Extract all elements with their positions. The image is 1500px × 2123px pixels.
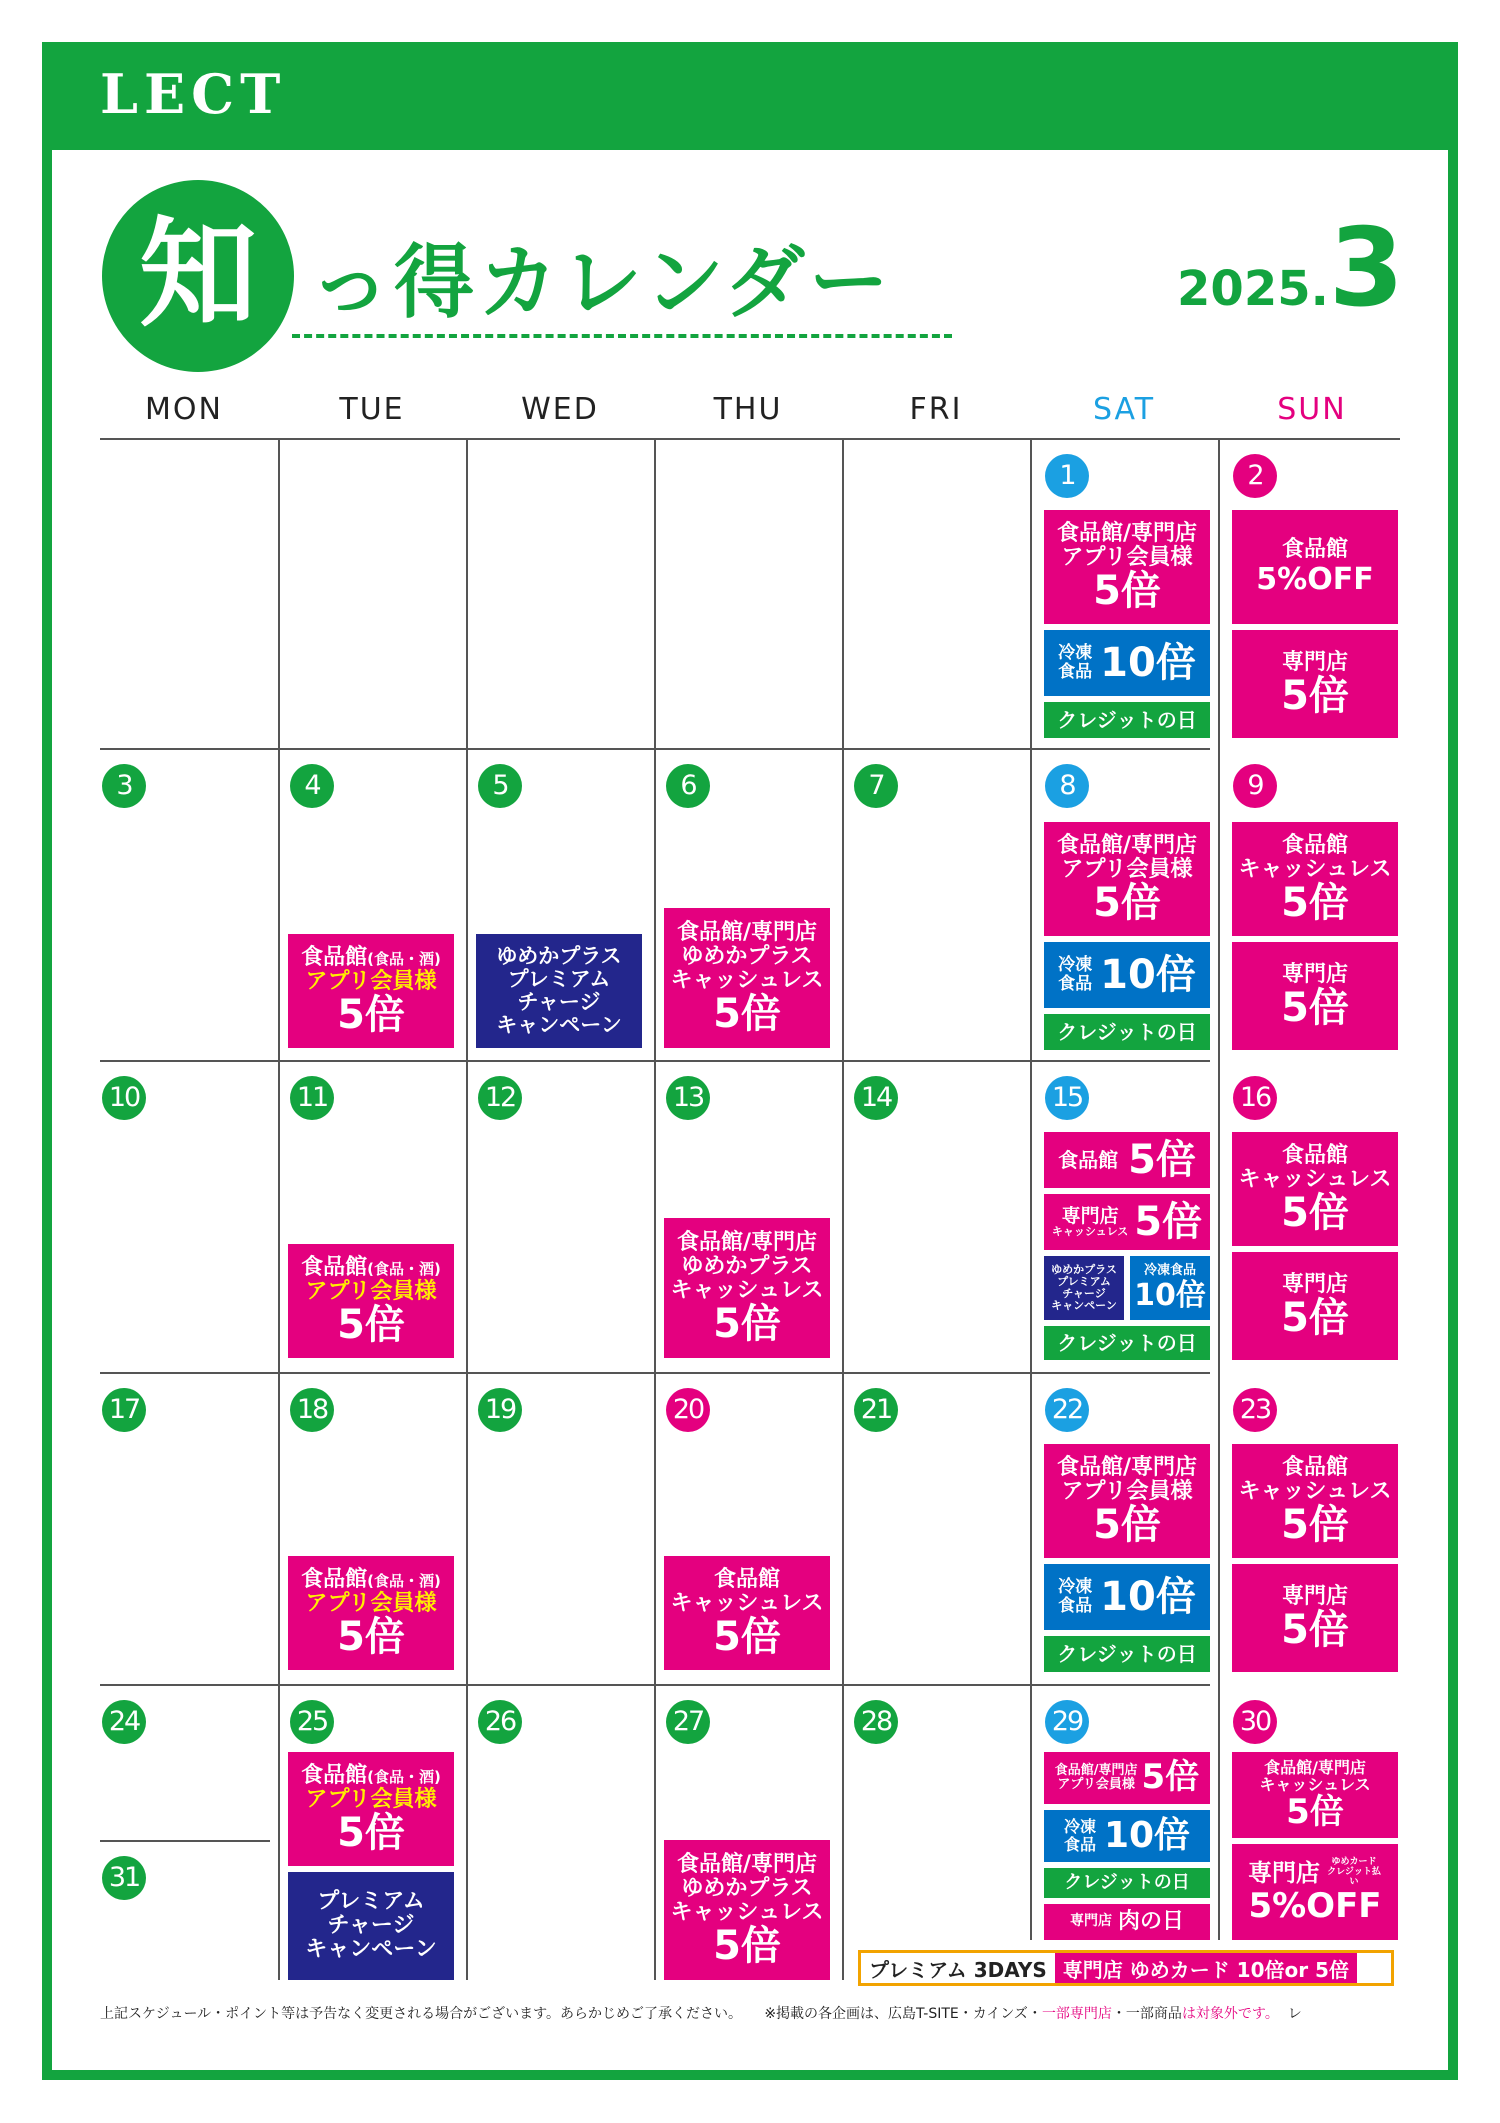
row-line <box>100 748 1210 750</box>
footer-text: 一部専門店 <box>1041 2006 1112 2022</box>
promo-text <box>301 1764 441 1788</box>
promo-text: 専門店 <box>1069 1913 1112 1930</box>
footer-text: 上記スケジュール・ポイント等は予告なく変更される場合がございます。あらかじめご了承ください。 <box>100 2006 743 2022</box>
promo-text: 食品館 <box>1281 1142 1348 1168</box>
promo-text: キャッシュレス <box>1238 1479 1392 1504</box>
promo-frozen-10x <box>1044 942 1210 1008</box>
date-badge-2: 2 <box>1233 454 1277 498</box>
promo-app-member-5x <box>1044 822 1210 936</box>
date-badge-25: 25 <box>290 1700 334 1744</box>
promo-multiplier: 5倍 <box>1281 1190 1349 1237</box>
day-header-thu: THU <box>713 392 783 427</box>
day-header-sat: SAT <box>1092 392 1156 427</box>
date-badge-17: 17 <box>102 1388 146 1432</box>
grid-line <box>278 440 280 1980</box>
year: 2025. <box>1177 261 1329 317</box>
promo-multiplier: 10倍 <box>1100 640 1196 686</box>
promo-text: 食品館/専門店 <box>1264 1757 1366 1777</box>
promo-text: 食品館/専門店 <box>1056 1454 1198 1480</box>
promo-credit-day: クレジットの日 <box>1044 1326 1210 1360</box>
date-badge-10: 10 <box>102 1076 146 1120</box>
promo-text: 食品館/専門店 <box>676 1851 818 1877</box>
day-header-tue: TUE <box>339 392 405 427</box>
promo-text <box>301 1256 441 1280</box>
promo-specialty-5x <box>1232 1252 1398 1360</box>
promo-text: 食品館/専門店 <box>676 919 818 945</box>
promo-text: アプリ会員様 <box>1061 857 1193 882</box>
promo-frozen-10x <box>1044 1810 1210 1862</box>
promo-text: アプリ会員様 <box>305 1279 437 1304</box>
date-badge-15: 15 <box>1045 1076 1089 1120</box>
promo-multiplier: 5倍 <box>337 992 405 1039</box>
promo-text: 食品館/専門店 <box>1054 1762 1138 1778</box>
promo-text <box>1058 956 1092 993</box>
promo-text <box>301 946 441 970</box>
promo-text: キャンペーン <box>1051 1299 1117 1313</box>
date-badge-11: 11 <box>290 1076 334 1120</box>
page-title: っ得カレンダー <box>310 236 893 329</box>
promo-text: (食品・酒) <box>367 1259 441 1278</box>
date-badge-18: 18 <box>290 1388 334 1432</box>
date-badge-31: 31 <box>102 1856 146 1900</box>
promo-text: キャッシュレス <box>670 1278 824 1304</box>
promo-text: ゆめかプラス <box>681 1875 813 1901</box>
promo-text: 専門店 <box>1281 1583 1348 1609</box>
promo-multiplier: 5%OFF <box>1256 561 1374 597</box>
promo-multiplier: 5倍 <box>1093 1502 1161 1549</box>
promo-premium-charge <box>288 1872 454 1980</box>
grid-line <box>466 440 468 1980</box>
row-line <box>100 1684 1210 1686</box>
promo-food-5x <box>1044 1132 1210 1188</box>
promo-text: ゆめかプラス <box>681 943 813 969</box>
promo-specialty-5x <box>1232 1564 1398 1672</box>
promo-text: 食品 <box>1058 662 1093 682</box>
promo-multiplier: 10倍 <box>1103 1815 1191 1857</box>
promo-text: 肉の日 <box>1117 1908 1184 1934</box>
promo-text: アプリ会員様 <box>305 969 437 994</box>
promo-multiplier: 5倍 <box>713 1301 781 1348</box>
grid-line <box>842 440 844 1980</box>
promo-text: 冷凍 <box>1058 1577 1093 1598</box>
date-badge-22: 22 <box>1045 1388 1089 1432</box>
promo-multiplier: 5倍 <box>1134 1199 1203 1245</box>
date-badge-24: 24 <box>102 1700 146 1744</box>
promo-text: キャンペーン <box>496 1013 622 1038</box>
promo-text: (食品・酒) <box>367 949 441 968</box>
header-divider <box>100 438 1400 440</box>
promo-credit-day: クレジットの日 <box>1044 1636 1210 1672</box>
date-badge-21: 21 <box>854 1388 898 1432</box>
banner-highlight: 専門店 ゆめカード 10倍or 5倍 <box>1055 1953 1357 1983</box>
day-header-mon: MON <box>145 392 223 427</box>
date-badge-3: 3 <box>102 764 146 808</box>
promo-text: キャッシュレス <box>670 1591 824 1616</box>
footer-text: ※掲載の各企画は、広島T-SITE・カインズ・ <box>764 2006 1042 2022</box>
date-badge-4: 4 <box>290 764 334 808</box>
promo-text: 食品 <box>1058 1596 1093 1616</box>
row-line <box>100 1060 1210 1062</box>
promo-food-5off <box>1232 510 1398 624</box>
calendar-date <box>1177 206 1404 331</box>
promo-multiplier: 5%OFF <box>1248 1886 1382 1927</box>
title-circle: 知 <box>102 180 294 372</box>
promo-text: チャージ <box>327 1912 415 1938</box>
promo-text: 食品館 <box>301 1566 368 1592</box>
promo-text: 食品館 <box>1281 832 1348 858</box>
promo-text <box>1064 1818 1096 1853</box>
promo-text: 専門店 <box>1061 1204 1119 1227</box>
promo-cashless-5x <box>664 1556 830 1670</box>
promo-text: 冷凍 <box>1063 1817 1096 1837</box>
grid-line <box>1218 440 1220 1940</box>
promo-text <box>1058 644 1092 681</box>
row-line <box>100 1840 270 1842</box>
promo-text: アプリ会員様 <box>1061 545 1193 570</box>
promo-multiplier: 5倍 <box>713 1923 781 1970</box>
promo-text: 冷凍 <box>1058 955 1093 976</box>
promo-cashless-5x <box>664 908 830 1048</box>
promo-credit-day: クレジットの日 <box>1044 1868 1210 1898</box>
promo-specialty-5x <box>1232 942 1398 1050</box>
promo-text <box>1052 1206 1128 1239</box>
promo-text: アプリ会員様 <box>1061 1479 1193 1504</box>
promo-text: キャッシュレス <box>670 1900 824 1926</box>
promo-text: 食品館 <box>301 944 368 970</box>
promo-text: ゆめかプラス <box>681 1253 813 1279</box>
date-badge-6: 6 <box>666 764 710 808</box>
date-badge-14: 14 <box>854 1076 898 1120</box>
promo-text: プレミアム <box>1057 1274 1111 1288</box>
promo-text: キャッシュレス <box>1259 1775 1371 1795</box>
promo-text: 専門店 <box>1281 649 1348 675</box>
date-badge-19: 19 <box>478 1388 522 1432</box>
day-header-wed: WED <box>521 392 599 427</box>
promo-specialty-cashless-5x <box>1044 1194 1210 1250</box>
promo-multiplier: 5倍 <box>1281 673 1349 720</box>
promo-cashless-5x <box>1232 822 1398 936</box>
promo-text: 食品館 <box>1281 1454 1348 1480</box>
promo-text: 食品館/専門店 <box>676 1229 818 1255</box>
promo-multiplier: 5倍 <box>1093 568 1161 615</box>
date-badge-28: 28 <box>854 1700 898 1744</box>
promo-text: 食品 <box>1063 1835 1096 1854</box>
promo-text: チャージ <box>1062 1287 1106 1300</box>
promo-multiplier: 5倍 <box>1281 880 1349 927</box>
promo-text: アプリ会員様 <box>1057 1777 1135 1792</box>
promo-multiplier: 10倍 <box>1100 952 1196 998</box>
date-badge-5: 5 <box>478 764 522 808</box>
footer-text: レ <box>1287 2006 1302 2022</box>
promo-text: ゆめかプラス <box>496 943 622 968</box>
promo-text: 専門店 <box>1281 961 1348 987</box>
footer-text: は対象外です。 <box>1181 2006 1279 2022</box>
grid-line <box>1030 440 1032 1940</box>
promo-text: キャッシュレス <box>1238 857 1392 882</box>
promo-text: 専門店 <box>1248 1859 1320 1888</box>
row-line <box>100 1372 1210 1374</box>
day-header-sun: SUN <box>1277 392 1347 427</box>
promo-text: 食品館/専門店 <box>1056 520 1198 546</box>
promo-credit-day: クレジットの日 <box>1044 702 1210 738</box>
promo-text: チャージ <box>517 990 601 1014</box>
promo-text: 冷凍食品 <box>1143 1263 1196 1279</box>
date-badge-16: 16 <box>1233 1076 1277 1120</box>
promo-text: 食品館/専門店 <box>1056 832 1198 858</box>
promo-text: 専門店 <box>1281 1271 1348 1297</box>
promo-frozen-10x <box>1044 630 1210 696</box>
date-badge-29: 29 <box>1045 1700 1089 1744</box>
promo-cashless-5x <box>1232 1444 1398 1558</box>
promo-text: (食品・酒) <box>367 1767 441 1786</box>
logo: LECT <box>100 62 287 126</box>
promo-multiplier: 5倍 <box>1281 1295 1349 1342</box>
promo-text: アプリ会員様 <box>305 1787 437 1812</box>
promo-text: 食品 <box>1058 974 1093 994</box>
promo-specialty-5off <box>1232 1844 1398 1940</box>
promo-meat-day <box>1044 1904 1210 1940</box>
promo-text <box>1055 1764 1138 1793</box>
date-badge-26: 26 <box>478 1700 522 1744</box>
promo-cashless-5x <box>1232 1752 1398 1838</box>
promo-app-member-5x <box>288 1244 454 1358</box>
promo-text <box>301 1568 441 1592</box>
promo-specialty-5x <box>1232 630 1398 738</box>
promo-frozen-10x <box>1044 1564 1210 1630</box>
promo-text <box>1248 1858 1382 1888</box>
promo-text: ゆめカード クレジット払い <box>1327 1857 1381 1888</box>
promo-frozen-10x-small <box>1130 1256 1210 1320</box>
promo-text: (食品・酒) <box>367 1571 441 1590</box>
date-badge-7: 7 <box>854 764 898 808</box>
month: 3 <box>1328 206 1404 331</box>
date-badge-27: 27 <box>666 1700 710 1744</box>
promo-text <box>1058 1578 1092 1615</box>
premium-3days-banner <box>858 1950 1394 1986</box>
promo-premium-charge <box>476 934 642 1048</box>
promo-multiplier: 5倍 <box>713 1614 781 1661</box>
date-badge-8: 8 <box>1045 764 1089 808</box>
promo-text: 食品館 <box>301 1254 368 1280</box>
promo-multiplier: 5倍 <box>1281 985 1349 1032</box>
footer-text: ・一部商品 <box>1111 2006 1182 2022</box>
promo-multiplier: 5倍 <box>1093 880 1161 927</box>
promo-cashless-5x <box>664 1218 830 1358</box>
promo-text: プレミアム <box>317 1888 425 1914</box>
promo-text: キャッシュレス <box>1051 1225 1129 1239</box>
promo-text: 食品館 <box>1058 1148 1119 1172</box>
promo-multiplier: 5倍 <box>337 1810 405 1857</box>
date-badge-13: 13 <box>666 1076 710 1120</box>
promo-text: プレミアム <box>507 966 611 991</box>
date-badge-1: 1 <box>1045 454 1089 498</box>
date-badge-20: 20 <box>666 1388 710 1432</box>
promo-app-member-5x <box>1044 1444 1210 1558</box>
banner-label: プレミアム 3DAYS <box>869 1957 1047 1982</box>
promo-multiplier: 5倍 <box>1281 1502 1349 1549</box>
footer-note <box>100 2003 1302 2023</box>
grid-line <box>654 440 656 1980</box>
date-badge-12: 12 <box>478 1076 522 1120</box>
promo-multiplier: 5倍 <box>337 1614 405 1661</box>
promo-multiplier: 5倍 <box>1128 1137 1196 1183</box>
promo-cashless-5x <box>1232 1132 1398 1246</box>
promo-text: 食品館 <box>713 1566 780 1592</box>
promo-app-member-5x <box>1044 510 1210 624</box>
promo-text: 食品館 <box>301 1762 368 1788</box>
promo-multiplier: 5倍 <box>713 991 781 1038</box>
promo-app-member-5x <box>288 1752 454 1866</box>
promo-multiplier: 5倍 <box>1281 1607 1349 1654</box>
promo-text: キャッシュレス <box>670 968 824 994</box>
promo-multiplier: 5倍 <box>1286 1791 1344 1832</box>
promo-app-member-5x <box>288 1556 454 1670</box>
promo-text: キャンペーン <box>305 1937 437 1963</box>
promo-cashless-5x <box>664 1840 830 1980</box>
promo-text: 食品館 <box>1281 537 1348 563</box>
promo-app-member-5x-small <box>1044 1752 1210 1804</box>
promo-text: アプリ会員様 <box>305 1591 437 1616</box>
promo-credit-day: クレジットの日 <box>1044 1014 1210 1050</box>
promo-multiplier: 5倍 <box>337 1302 405 1349</box>
date-badge-30: 30 <box>1233 1700 1277 1744</box>
date-badge-23: 23 <box>1233 1388 1277 1432</box>
day-header-fri: FRI <box>909 392 963 427</box>
promo-multiplier: 5倍 <box>1141 1757 1200 1798</box>
promo-text: ゆめかプラス <box>1051 1262 1117 1276</box>
promo-app-member-5x <box>288 934 454 1048</box>
date-badge-9: 9 <box>1233 764 1277 808</box>
promo-text: キャッシュレス <box>1238 1167 1392 1192</box>
promo-multiplier: 10倍 <box>1100 1574 1196 1620</box>
title-underline <box>292 334 952 338</box>
promo-premium-charge-small <box>1044 1256 1124 1320</box>
promo-text: 冷凍 <box>1058 643 1093 664</box>
promo-multiplier: 10倍 <box>1134 1277 1206 1313</box>
